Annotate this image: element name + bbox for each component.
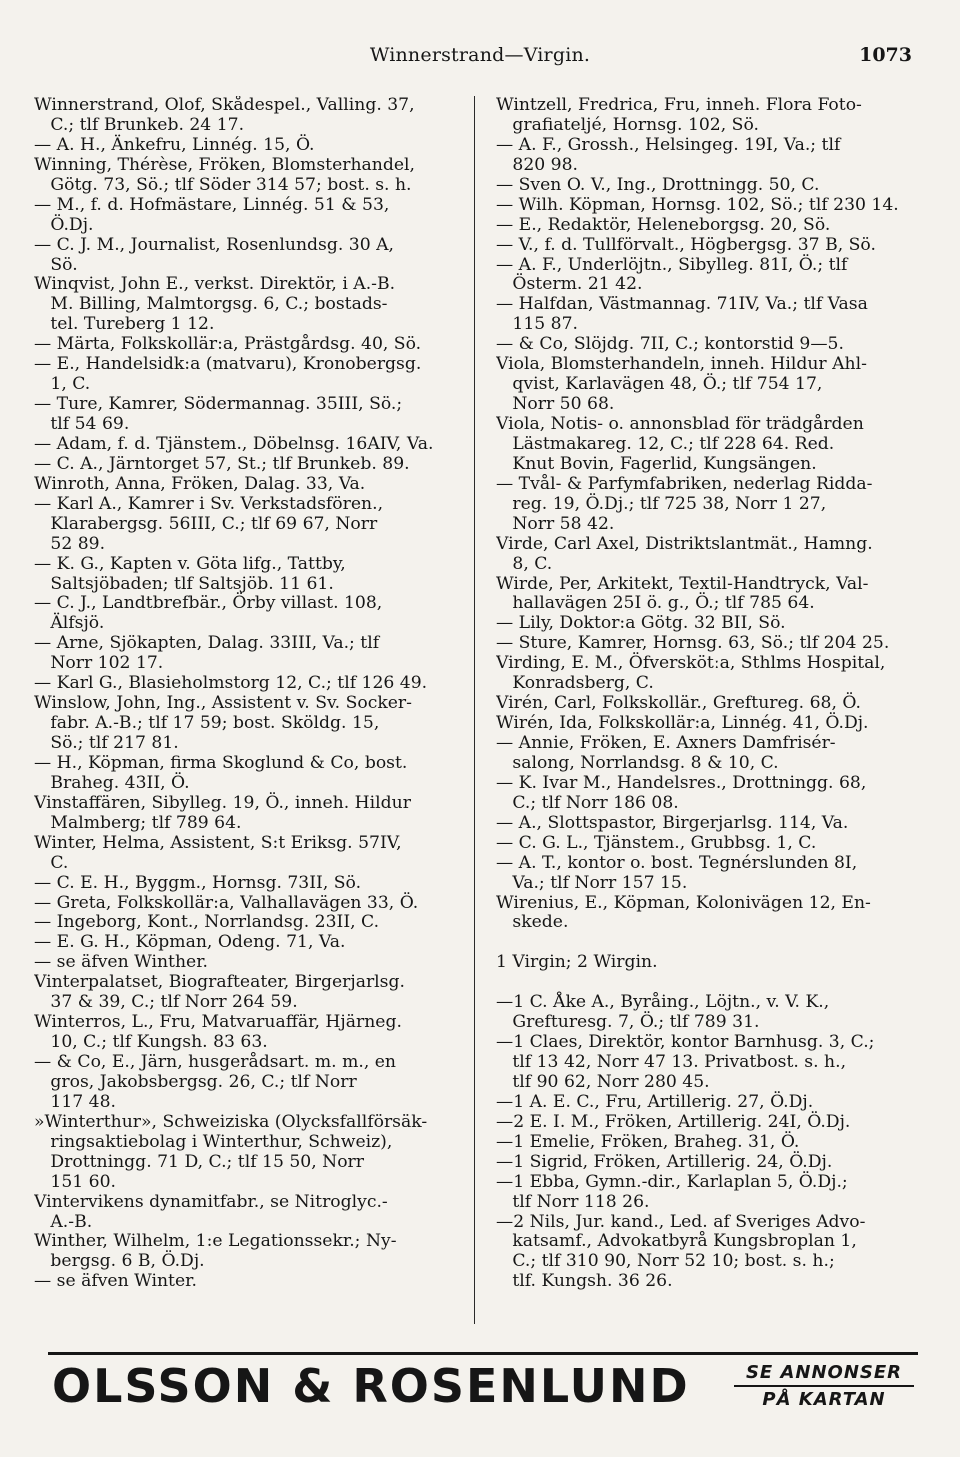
directory-entry-line: Götg. 73, Sö.; tlf Söder 314 57; bost. s. h. — [34, 174, 412, 195]
directory-entry-line: —2 Nils, Jur. kand., Led. af Sveriges Advo- — [496, 1211, 866, 1232]
directory-entry-line: — A. F., Grossh., Helsingeg. 19I, Va.; tlf — [496, 134, 841, 155]
directory-entry-line: Winter, Helma, Assistent, S:t Eriksg. 57IV, — [34, 832, 402, 853]
directory-entry-line: — M., f. d. Hofmästare, Linnég. 51 & 53, — [34, 194, 390, 215]
directory-entry-line: qvist, Karlavägen 48, Ö.; tlf 754 17, — [496, 374, 823, 395]
directory-entry-line: Österm. 21 42. — [496, 274, 643, 295]
directory-entry-line: C. — [34, 852, 69, 873]
directory-entry-line: Vintervikens dynamitfabr., se Nitroglyc.- — [34, 1191, 388, 1212]
directory-entry-line: Winqvist, John E., verkst. Direktör, i A.-B. — [34, 274, 396, 295]
directory-entry-line: — Adam, f. d. Tjänstem., Döbelnsg. 16AIV, Va. — [34, 433, 434, 454]
directory-entry-line: Wirenius, E., Köpman, Kolonivägen 12, En- — [496, 892, 871, 913]
directory-entry-line: Norr 50 68. — [496, 394, 615, 415]
directory-entry-line: — Annie, Fröken, E. Axners Damfrisér- — [496, 733, 836, 753]
directory-entry-line: 10, C.; tlf Kungsh. 83 63. — [34, 1032, 268, 1053]
directory-entry-line: — Halfdan, Västmannag. 71IV, Va.; tlf Vasa — [496, 294, 868, 315]
directory-entry-line: — E. G. H., Köpman, Odeng. 71, Va. — [34, 932, 346, 953]
directory-entry-line: — K. G., Kapten v. Göta lifg., Tattby, — [34, 553, 346, 574]
directory-entry-line: Virding, E. M., Öfverskötːa, Sthlms Hospital, — [496, 653, 886, 674]
directory-entry-line: — A., Slottspastor, Birgerjarlsg. 114, Va. — [496, 812, 849, 833]
directory-entry-line: — E., Redaktör, Heleneborgsg. 20, Sö. — [496, 214, 831, 235]
directory-entry-line: 820 98. — [496, 154, 578, 175]
directory-entry-line: — Märta, Folkskollär:a, Prästgårdsg. 40, Sö. — [34, 334, 422, 355]
directory-entry-line: tlf 54 69. — [34, 414, 130, 434]
directory-entry-line: —1 A. E. C., Fru, Artillerig. 27, Ö.Dj. — [496, 1091, 814, 1112]
right-column — [496, 96, 936, 1292]
directory-entry-line: — se äfven Winther. — [34, 952, 208, 973]
directory-entry-line: —1 Ebba, Gymn.-dir., Karlaplan 5, Ö.Dj.; — [496, 1171, 848, 1192]
directory-entry-line: 52 89. — [34, 533, 106, 554]
directory-entry-line — [496, 973, 936, 993]
directory-entry-line: —2 E. I. M., Fröken, Artillerig. 24I, Ö.Dj. — [496, 1111, 851, 1132]
directory-entry-line: Malmberg; tlf 789 64. — [34, 812, 242, 833]
directory-entry-line: C.; tlf 310 90, Norr 52 10; bost. s. h.; — [496, 1251, 835, 1272]
directory-entry-line: Älfsjö. — [34, 613, 105, 634]
directory-entry-line: — & Co, E., Järn, husgerådsart. m. m., en — [34, 1052, 396, 1072]
directory-entry-line: Vinterpalatset, Biografteater, Birgerjarlsg. — [34, 972, 405, 993]
directory-entry-line: Drottningg. 71 D, C.; tlf 15 50, Norr — [34, 1151, 364, 1172]
directory-entry-line: —1 C. Åke A., Byråing., Löjtn., v. V. K., — [496, 992, 830, 1013]
directory-entry-line: 117 48. — [34, 1091, 116, 1112]
directory-entry-line: — V., f. d. Tullförvalt., Högbergsg. 37 B, Sö. — [496, 234, 876, 255]
directory-entry-line: — Greta, Folkskollär:a, Valhallavägen 33, Ö. — [34, 892, 419, 913]
directory-entry-line: Wintzell, Fredrica, Fru, inneh. Flora Foto- — [496, 96, 862, 115]
directory-entry-line: 151 60. — [34, 1171, 116, 1192]
advertiser-brand: OLSSON & ROSENLUND — [52, 1359, 690, 1413]
directory-entry-line: Norr 58 42. — [496, 513, 615, 534]
directory-entry-line: — C. J., Landtbrefbär., Örby villast. 108, — [34, 593, 383, 614]
left-column — [34, 96, 474, 1292]
directory-entry-line: — C. E. H., Byggm., Hornsg. 73II, Sö. — [34, 872, 362, 893]
directory-entry-line: grafiatelјé, Hornsg. 102, Sö. — [496, 114, 759, 135]
directory-entry-line: — Ingeborg, Kont., Norrlandsg. 23II, C. — [34, 912, 380, 933]
directory-entry-line: — A. F., Underlöjtn., Sibylleg. 81I, Ö.; tlf — [496, 254, 848, 275]
tagline-line-2: PÅ KARTAN — [762, 1389, 886, 1410]
advertiser-tagline — [734, 1362, 914, 1410]
directory-entry-line: Norr 102 17. — [34, 653, 164, 674]
directory-entry-line: — Sture, Kamrer, Hornsg. 63, Sö.; tlf 204 25. — [496, 633, 890, 654]
directory-entry-line: — Lily, Doktor:a Götg. 32 BII, Sö. — [496, 613, 786, 634]
running-title: Winnerstrand—Virgin. — [369, 44, 591, 66]
directory-entry-line: Winslow, John, Ing., Assistent v. Sv. Socker- — [34, 693, 412, 714]
directory-entry-line: — Sven O. V., Ing., Drottningg. 50, C. — [496, 174, 820, 195]
footer-rule — [48, 1352, 918, 1355]
directory-entry-line: Braheg. 43II, Ö. — [34, 772, 190, 793]
directory-entry-line: katsamf., Advokatbyrå Kungsbroplan 1, — [496, 1231, 857, 1252]
directory-entry-line: salong, Norrlandsg. 8 & 10, C. — [496, 752, 779, 773]
directory-entry-line: Virde, Carl Axel, Distriktslantmät., Hamng. — [496, 533, 873, 554]
directory-entry-line: Va.; tlf Norr 157 15. — [496, 872, 688, 893]
page-number: 1073 — [859, 44, 912, 66]
directory-entry-line: C.; tlf Norr 186 08. — [496, 792, 679, 813]
tagline-line-1: SE ANNONSER — [734, 1362, 914, 1387]
directory-entry-line: Sö. — [34, 254, 78, 275]
directory-entry-line: Ö.Dj. — [34, 214, 94, 235]
directory-entry-line: —1 Sigrid, Fröken, Artillerig. 24, Ö.Dj. — [496, 1151, 833, 1172]
directory-entry-line: 115 87. — [496, 314, 578, 335]
directory-entry-line: — Arne, Sjökapten, Dalag. 33III, Va.; tlf — [34, 633, 380, 654]
directory-entry-line: — E., Handelsidk:a (matvaru), Kronobergsg. — [34, 354, 422, 375]
directory-entry-line — [496, 933, 936, 953]
directory-entry-line: Grefturesg. 7, Ö.; tlf 789 31. — [496, 1012, 760, 1033]
directory-entry-line: tel. Tureberg 1 12. — [34, 314, 215, 335]
directory-entry-line: — H., Köpman, firma Skoglund & Co, bost. — [34, 752, 408, 773]
directory-entry-line: — Karl G., Blasieholmstorg 12, C.; tlf 126 49. — [34, 673, 428, 694]
directory-entry-line: hallavägen 25I ö. g., Ö.; tlf 785 64. — [496, 593, 815, 614]
directory-entry-line: Konradsberg, C. — [496, 673, 654, 694]
directory-entry-line: — Ture, Kamrer, Södermannag. 35III, Sö.; — [34, 394, 403, 415]
directory-entry-line: —1 Emelie, Fröken, Braheg. 31, Ö. — [496, 1131, 800, 1152]
directory-entry-line: Sö.; tlf 217 81. — [34, 733, 179, 753]
directory-entry-line: Lästmakareg. 12, C.; tlf 228 64. Red. — [496, 433, 835, 454]
directory-entry-line: Virén, Carl, Folkskollär., Greftureg. 68, Ö. — [496, 693, 861, 714]
directory-entry-line: — A. H., Änkefru, Linnég. 15, Ö. — [34, 134, 315, 155]
directory-entry-line: Wirde, Per, Arkitekt, Textil-Handtryck, Val- — [496, 573, 869, 594]
directory-entry-line: fabr. A.-B.; tlf 17 59; bost. Sköldg. 15, — [34, 713, 380, 734]
directory-entry-line: Winning, Thérèse, Fröken, Blomsterhandel, — [34, 154, 415, 175]
directory-entry-line: Klarabergsg. 56III, C.; tlf 69 67, Norr — [34, 513, 378, 534]
directory-entry-line: Knut Bovin, Fagerlid, Kungsängen. — [496, 453, 817, 474]
directory-entry-line: Winnerstrand, Olof, Skådespel., Valling. 37, — [34, 96, 415, 115]
directory-entry-line: — Tvål- & Parfymfabriken, nederlag Ridda- — [496, 473, 873, 494]
directory-entry-line: reg. 19, Ö.Dj.; tlf 725 38, Norr 1 27, — [496, 493, 827, 514]
directory-entry-line: — A. T., kontor o. bost. Tegnérslunden 8I, — [496, 852, 858, 873]
directory-entry-line: — Karl A., Kamrer i Sv. Verkstadsfören., — [34, 493, 384, 514]
directory-entry-line: bergsg. 6 B, Ö.Dj. — [34, 1251, 205, 1272]
directory-entry-line: 1, C. — [34, 374, 91, 395]
directory-entry-line: — Wilh. Köpman, Hornsg. 102, Sö.; tlf 230 14. — [496, 194, 899, 215]
directory-entry-line: Winroth, Anna, Fröken, Dalag. 33, Va. — [34, 473, 366, 494]
directory-entry-line: — C. J. M., Journalist, Rosenlundsg. 30 A, — [34, 234, 395, 255]
directory-entry-line: Wirén, Ida, Folkskollär:a, Linnég. 41, Ö.Dj. — [496, 713, 869, 734]
column-divider — [474, 96, 475, 1324]
directory-entry-line: skede. — [496, 912, 569, 933]
directory-entry-line: A.-B. — [34, 1211, 93, 1232]
directory-entry-line: Winther, Wilhelm, 1:e Legationssekr.; Ny- — [34, 1231, 397, 1252]
directory-entry-line: Winterros, L., Fru, Matvaruaffär, Hjärneg. — [34, 1012, 402, 1033]
directory-entry-line: tlf Norr 118 26. — [496, 1191, 650, 1212]
page-header — [0, 42, 960, 76]
directory-entry-line: — K. Ivar M., Handelsres., Drottningg. 68, — [496, 772, 867, 793]
directory-entry-line: Vinstaffären, Sibylleg. 19, Ö., inneh. Hildur — [34, 792, 411, 813]
directory-entry-line: — & Co, Slöjdg. 7II, C.; kontorstid 9—5. — [496, 334, 844, 355]
directory-entry-line: Viola, Blomsterhandeln, inneh. Hildur Ahl- — [496, 354, 867, 375]
directory-entry-line: M. Billing, Malmtorgsg. 6, C.; bostads- — [34, 294, 388, 315]
directory-entry-line: tlf 13 42, Norr 47 13. Privatbost. s. h., — [496, 1052, 847, 1072]
directory-entry-line: gros, Jakobsbergsg. 26, C.; tlf Norr — [34, 1071, 357, 1092]
directory-entry-line: 8, C. — [496, 553, 553, 574]
directory-entry-line: ringsaktiebolag i Winterthur, Schweiz), — [34, 1131, 393, 1152]
directory-entry-line: —1 Claes, Direktör, kontor Barnhusg. 3, C.; — [496, 1032, 875, 1053]
directory-entry-line: tlf 90 62, Norr 280 45. — [496, 1071, 710, 1092]
directory-entry-line: Viola, Notis- o. annonsblad för trädgården — [496, 414, 864, 434]
advertisement-footer — [48, 1352, 918, 1416]
directory-entry-line: — C. G. L., Tjänstem., Grubbsg. 1, C. — [496, 832, 817, 853]
directory-entry-line: 37 & 39, C.; tlf Norr 264 59. — [34, 992, 298, 1013]
directory-entry-line: C.; tlf Brunkeb. 24 17. — [34, 114, 245, 135]
directory-entry-line: tlf. Kungsh. 36 26. — [496, 1271, 673, 1292]
directory-entry-line: — C. A., Järntorget 57, St.; tlf Brunkeb. 89. — [34, 453, 410, 474]
directory-entry-line: 1 Virgin; 2 Wirgin. — [496, 952, 658, 973]
directory-entry-line: Saltsjöbaden; tlf Saltsjöb. 11 61. — [34, 573, 334, 594]
directory-entry-line: — se äfven Winter. — [34, 1271, 197, 1292]
directory-entry-line: »Winterthur», Schweiziska (Olycksfallförsäk- — [34, 1111, 428, 1132]
